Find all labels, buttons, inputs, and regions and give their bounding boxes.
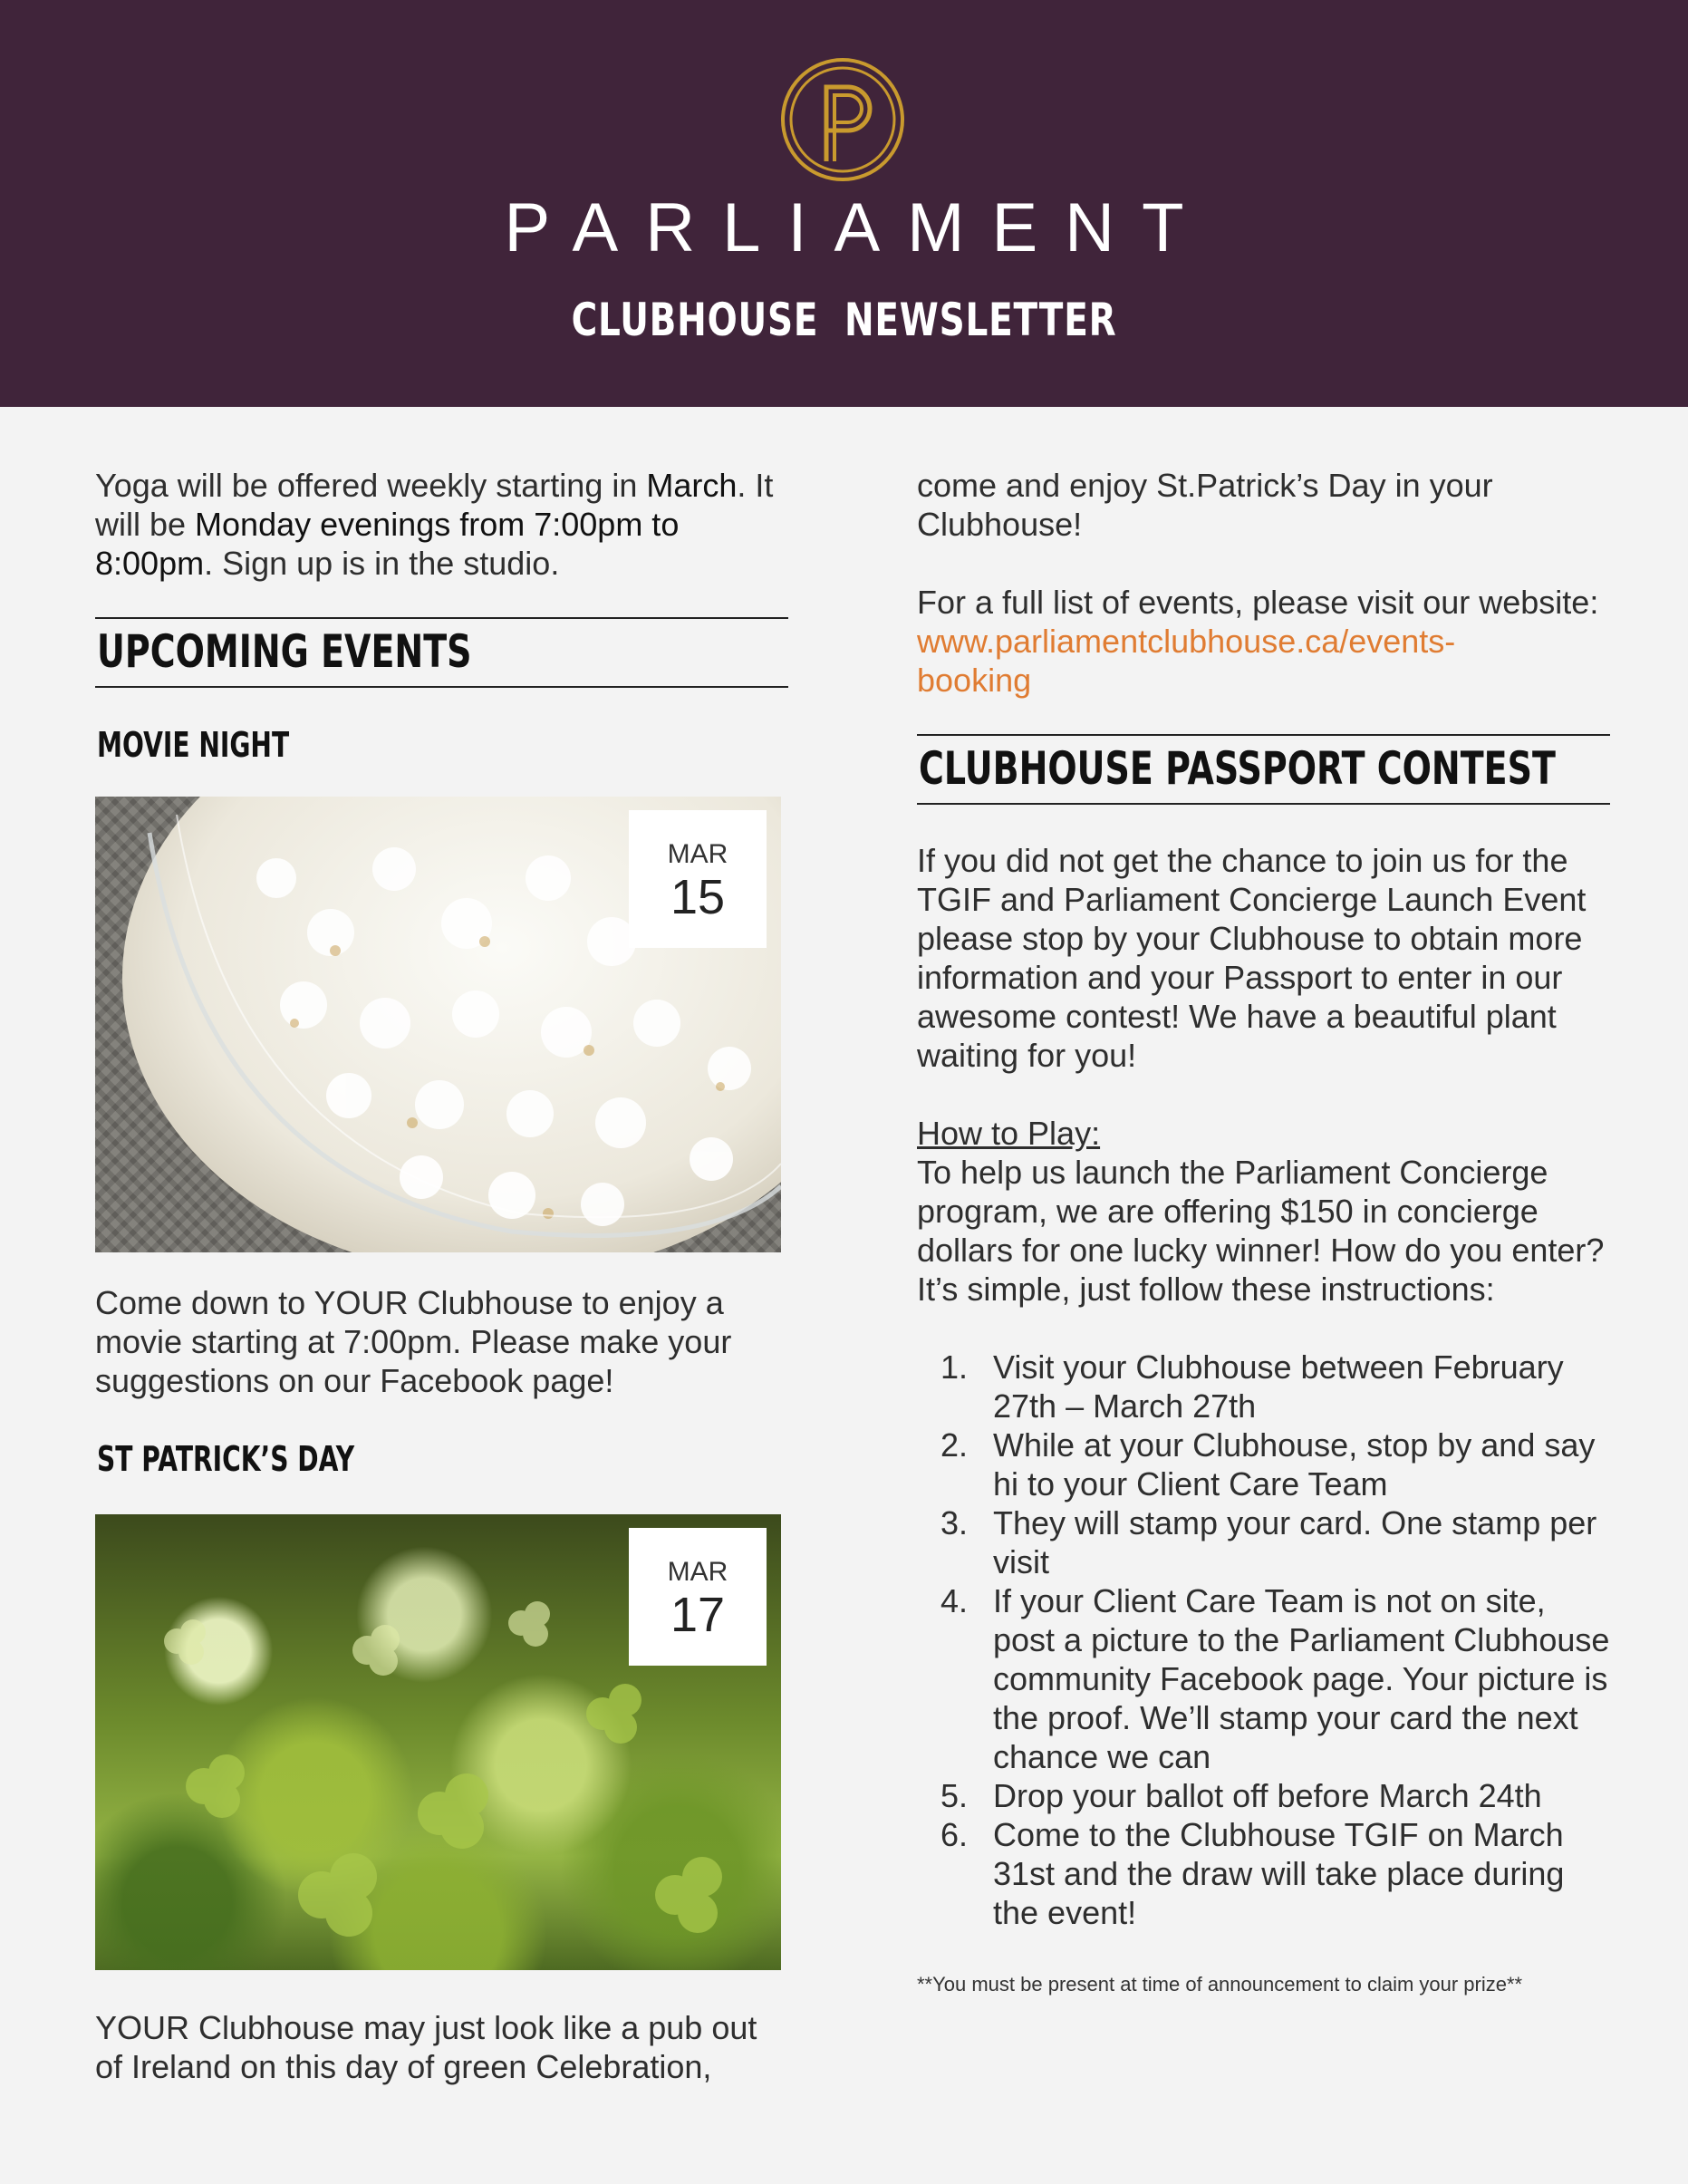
clover-field-photo [95,1514,781,1970]
how-to-play [917,1114,1610,1309]
right-column [917,466,1610,1997]
popcorn-bowl-photo [95,797,781,1252]
list-item: 4. If your Client Care Team is not on site, post a picture to the Parliament Clubhouse community Facebook page. Your picture is the proof. We’ll stamp your card the next chance we can [977,1581,1610,1776]
st-patricks-description: YOUR Clubhouse may just look like a pub out of Ireland on this day of green Celebration, [95,2009,757,2085]
date-month: MAR [667,1557,728,1587]
events-booking-link[interactable]: www.parliamentclubhouse.ca/events- booking [917,623,1456,699]
brand-wordmark: PARLIAMENT [504,189,1211,266]
list-item: 1. Visit your Clubhouse between February 27th – March 27th [977,1348,1610,1425]
how-to-play-label: How to Play: [917,1115,1101,1152]
newsletter-title: CLUBHOUSE NEWSLETTER [571,294,1117,346]
section-title-passport-contest: CLUBHOUSE PASSPORT CONTEST [919,742,1556,795]
passport-contest-header [917,734,1610,805]
st-patricks-continued: come and enjoy St.Patrick’s Day in your Clubhouse! [917,467,1493,543]
newsletter-banner [0,0,1688,407]
list-item: 6. Come to the Clubhouse TGIF on March 31st and the draw will take place during the event! [977,1815,1610,1932]
list-item: 3. They will stamp your card. One stamp per visit [977,1503,1610,1581]
list-item: 5. Drop your ballot off before March 24th [977,1776,1610,1815]
contest-steps-list [917,1348,1610,1932]
yoga-announcement: Yoga will be offered weekly starting in March. It will be Monday evenings from 7:00pm to 8:00pm. Sign up is in the studio. [95,467,774,582]
contest-intro: If you did not get the chance to join us for the TGIF and Parliament Concierge Launch Event please stop by your Clubhouse to obtain more information and your Passport to enter in our awesome contest! We have a beautiful plant waiting for you! [917,842,1587,1074]
movie-night-description: Come down to YOUR Clubhouse to enjoy a movie starting at 7:00pm. Please make your suggestions on our Facebook page! [95,1284,732,1399]
date-card-st-patricks-day [629,1528,767,1666]
list-item: 2. While at your Clubhouse, stop by and say hi to your Client Care Team [977,1425,1610,1503]
event-title-st-patricks-day: ST PATRICK’S DAY [97,1439,355,1479]
event-title-movie-night: MOVIE NIGHT [97,725,290,765]
date-day: 17 [670,1588,726,1642]
prize-footnote: **You must be present at time of announcement to claim your prize** [917,1973,1523,1996]
parliament-p-logo-icon [779,56,906,183]
date-card-movie-night [629,810,767,948]
date-month: MAR [667,839,728,869]
left-column [95,466,788,2086]
upcoming-events-header [95,617,788,688]
date-day: 15 [670,870,726,924]
how-to-play-text: To help us launch the Parliament Concierge program, we are offering $150 in concierge dollars for one lucky winner! How do you enter? It’s simple, just follow these instructions: [917,1154,1605,1308]
section-title-upcoming-events: UPCOMING EVENTS [97,625,472,678]
website-info: For a full list of events, please visit our website: www.parliamentclubhouse.ca/events- booking [917,584,1599,699]
